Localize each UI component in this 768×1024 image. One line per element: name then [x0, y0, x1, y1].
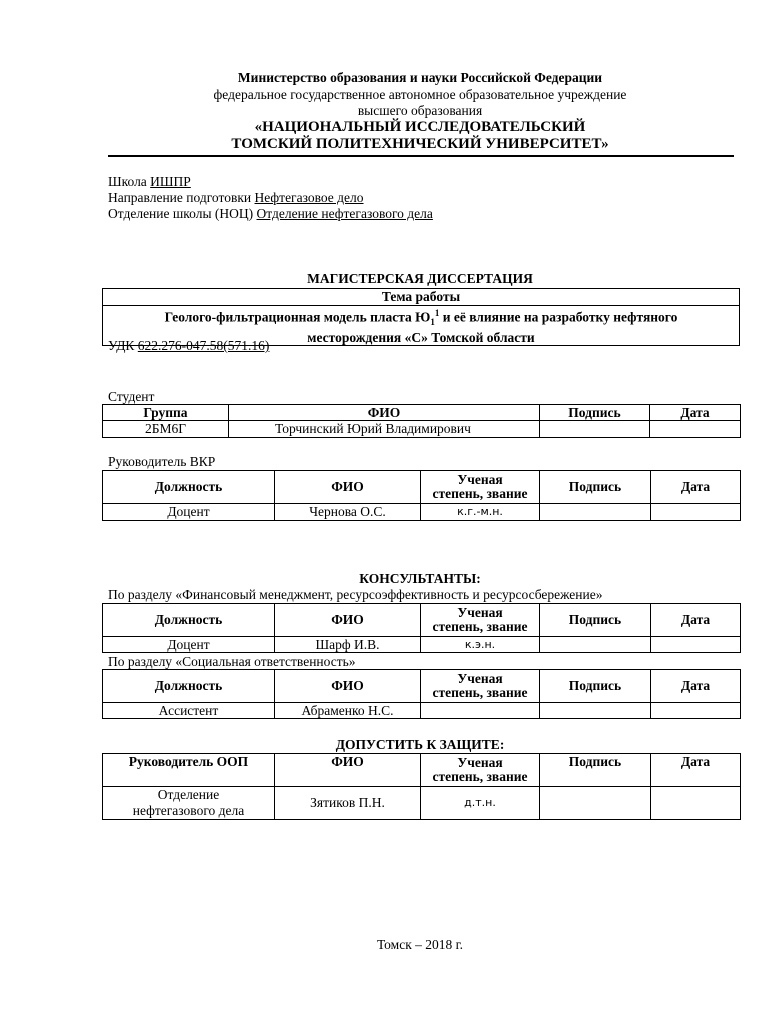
social-degree [421, 703, 540, 719]
supervisor-label: Руководитель ВКР [108, 454, 216, 469]
admit-degree: д.т.н. [421, 787, 540, 820]
social-name: Абраменко Н.С. [275, 703, 421, 719]
finance-degree: к.э.н. [421, 637, 540, 653]
topic-header: Тема работы [103, 289, 740, 306]
degree-header-line2: степень, звание [432, 486, 528, 501]
school-value: ИШПР [150, 174, 191, 189]
student-header-signature: Подпись [540, 405, 650, 421]
student-date [650, 421, 741, 438]
department-label: Отделение школы (НОЦ) [108, 206, 254, 221]
admit-signature [540, 787, 651, 820]
institution-type-line1: федеральное государственное автономное образовательное учреждение [213, 87, 627, 102]
admit-header-head: Руководитель ООП [103, 754, 275, 787]
supervisor-header-date: Дата [651, 471, 741, 504]
university-name-line2: ТОМСКИЙ ПОЛИТЕХНИЧЕСКИЙ УНИВЕРСИТЕТ» [231, 136, 609, 152]
institution-type-line2: высшего образования [357, 103, 483, 118]
udk-value: 622.276-047.58(571.16) [137, 338, 270, 353]
finance-consultant-table [102, 603, 741, 653]
social-consultant-table [102, 669, 741, 719]
student-table [102, 404, 741, 438]
admit-title: ДОПУСТИТЬ К ЗАЩИТЕ: [335, 737, 505, 752]
university-name-line1: «НАЦИОНАЛЬНЫЙ ИССЛЕДОВАТЕЛЬСКИЙ [254, 119, 586, 135]
supervisor-header-name: ФИО [275, 471, 421, 504]
supervisor-degree: к.г.-м.н. [421, 504, 540, 521]
finance-section-label: По разделу «Финансовый менеджмент, ресурсоэффективность и ресурсосбережение» [108, 587, 603, 602]
student-header-date: Дата [650, 405, 741, 421]
direction-label: Направление подготовки [108, 190, 252, 205]
thesis-title: МАГИСТЕРСКАЯ ДИССЕРТАЦИЯ [307, 271, 533, 286]
finance-name: Шарф И.В. [275, 637, 421, 653]
direction-value: Нефтегазовое дело [254, 190, 364, 205]
udk-line [108, 338, 269, 354]
supervisor-header-signature: Подпись [540, 471, 651, 504]
admit-date [651, 787, 741, 820]
school-line [108, 174, 191, 190]
finance-header-signature: Подпись [540, 604, 651, 637]
degree-header-line2: степень, звание [432, 619, 528, 634]
degree-header-line1: Ученая [457, 671, 503, 686]
school-label: Школа [108, 174, 147, 189]
header-divider [108, 155, 734, 157]
city-year: Томск – 2018 г. [376, 937, 464, 952]
supervisor-name: Чернова О.С. [275, 504, 421, 521]
admit-head-line1: Отделение [157, 787, 220, 802]
finance-header-degree [421, 604, 540, 637]
student-group: 2БМ6Г [103, 421, 229, 438]
finance-header-date: Дата [651, 604, 741, 637]
supervisor-header-position: Должность [103, 471, 275, 504]
topic-line2: месторождения «С» Томской области [307, 330, 535, 346]
degree-header-line1: Ученая [457, 605, 503, 620]
department-line [108, 206, 433, 222]
student-header-group: Группа [103, 405, 229, 421]
student-name: Торчинский Юрий Владимирович [229, 421, 540, 438]
admit-table [102, 753, 741, 820]
supervisor-signature [540, 504, 651, 521]
social-section-label: По разделу «Социальная ответственность» [108, 654, 356, 669]
consultants-title: КОНСУЛЬТАНТЫ: [359, 571, 481, 586]
supervisor-header-degree [421, 471, 540, 504]
topic-superscript: 1 [434, 308, 440, 318]
social-position: Ассистент [103, 703, 275, 719]
supervisor-table [102, 470, 741, 521]
topic-subscript: 1 [430, 317, 435, 328]
finance-header-name: ФИО [275, 604, 421, 637]
admit-header-name: ФИО [275, 754, 421, 787]
admit-head-department [103, 787, 275, 820]
topic-line1-end: и её влияние на разработку нефтяного [439, 309, 678, 325]
student-label: Студент [108, 389, 155, 404]
degree-header-line1: Ученая [457, 472, 503, 487]
department-value: Отделение нефтегазового дела [256, 206, 433, 221]
social-signature [540, 703, 651, 719]
degree-header-line1: Ученая [457, 755, 503, 770]
degree-header-line2: степень, звание [432, 685, 528, 700]
social-header-degree [421, 670, 540, 703]
social-header-position: Должность [103, 670, 275, 703]
student-signature [540, 421, 650, 438]
finance-signature [540, 637, 651, 653]
finance-position: Доцент [103, 637, 275, 653]
admit-header-degree [421, 754, 540, 787]
social-header-date: Дата [651, 670, 741, 703]
udk-label: УДК [108, 338, 135, 353]
finance-date [651, 637, 741, 653]
social-header-signature: Подпись [540, 670, 651, 703]
topic-line1-start: Геолого-фильтрационная модель пласта Ю [164, 309, 431, 325]
student-header-name: ФИО [229, 405, 540, 421]
admit-header-signature: Подпись [540, 754, 651, 787]
social-header-name: ФИО [275, 670, 421, 703]
supervisor-position: Доцент [103, 504, 275, 521]
admit-name: Зятиков П.Н. [275, 787, 421, 820]
admit-head-line2: нефтегазового дела [132, 803, 245, 818]
degree-header-line2: степень, звание [432, 769, 528, 784]
finance-header-position: Должность [103, 604, 275, 637]
supervisor-date [651, 504, 741, 521]
social-date [651, 703, 741, 719]
direction-line [108, 190, 364, 206]
ministry-title: Министерство образования и науки Российской Федерации [237, 70, 603, 85]
admit-header-date: Дата [651, 754, 741, 787]
